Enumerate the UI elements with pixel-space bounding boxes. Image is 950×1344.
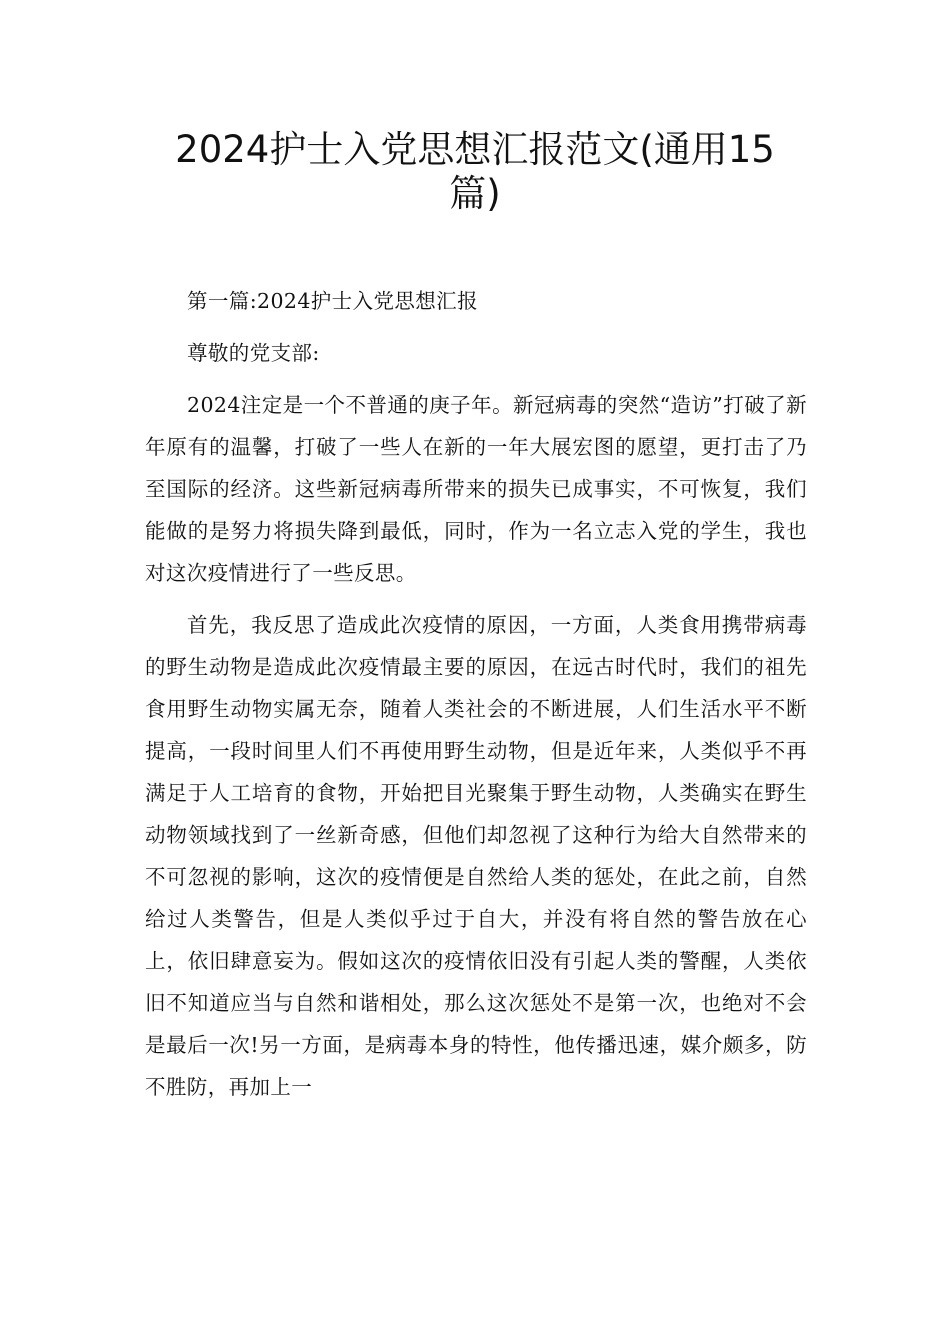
body-paragraph-1: 2024注定是一个不普通的庚子年。新冠病毒的突然“造访”打破了新年原有的温馨，打破了一些人在新的一年大展宏图的愿望，更打击了乃至国际的经济。这些新冠病毒所带来的损失已成事实，不可恢复，我们能做的是努力将损失降到最低，同时，作为一名立志入党的学生，我也对这次疫情进行了一些反思。 — [145, 393, 807, 585]
section-heading: 第一篇:2024护士入党思想汇报 — [187, 289, 478, 313]
document-body — [145, 280, 807, 1108]
title-line-2: 篇) — [449, 172, 501, 215]
body-paragraph-2: 首先，我反思了造成此次疫情的原因，一方面，人类食用携带病毒的野生动物是造成此次疫情最主要的原因，在远古时代时，我们的祖先食用野生动物实属无奈，随着人类社会的不断进展，人们生活水平不断提高，一段时间里人们不再使用野生动物，但是近年来，人类似乎不再满足于人工培育的食物，开始把目光聚集于野生动物，人类确实在野生动物领域找到了一丝新奇感，但他们却忽视了这种行为给大自然带来的不可忽视的影响，这次的疫情便是自然给人类的惩处，在此之前，自然给过人类警告，但是人类似乎过于自大，并没有将自然的警告放在心上，依旧肆意妄为。假如这次的疫情依旧没有引起人类的警醒，人类依旧不知道应当与自然和谐相处，那么这次惩处不是第一次，也绝对不会是最后一次!另一方面，是病毒本身的特性，他传播迅速，媒介颇多，防不胜防，再加上一 — [145, 613, 807, 1099]
title-line-1: 2024护士入党思想汇报范文(通用15 — [175, 128, 775, 171]
document-title — [150, 128, 800, 216]
salutation: 尊敬的党支部: — [187, 341, 320, 365]
